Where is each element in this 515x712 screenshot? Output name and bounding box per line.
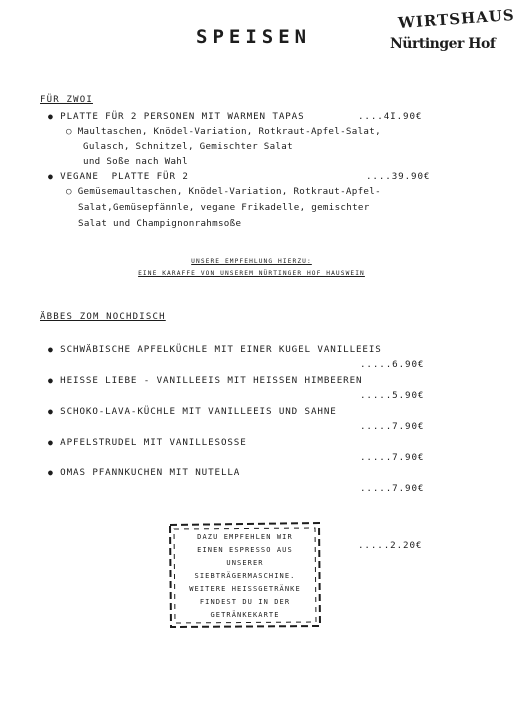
box-line: EINEN ESPRESSO AUS xyxy=(197,546,293,554)
description-line: Gemüsemaultaschen, Knödel-Variation, Rotkraut-Apfel- xyxy=(77,186,381,197)
description-line: Maultaschen, Knödel-Variation, Rotkraut-Apfel-Salat, xyxy=(77,126,381,137)
page-title: SPEISEN xyxy=(196,26,312,48)
menu-item-price: .....5.90€ xyxy=(360,390,425,401)
wirtshaus-logo xyxy=(388,5,515,58)
menu-item-price: .....6.90€ xyxy=(360,359,425,370)
description-line: Salat und Champignonrahmsoße xyxy=(78,218,242,229)
recommendation-note-heading: UNSERE EMPFEHLUNG HIERZU: xyxy=(191,258,312,265)
menu-item-name: SCHOKO-LAVA-KÜCHLE MIT VANILLEEIS UND SAHNE xyxy=(60,406,337,417)
menu-item-vegane-platte xyxy=(48,171,189,182)
description-line: Salat,Gemüsepfännle, vegane Frikadelle, gemischter xyxy=(78,202,370,213)
menu-item-apfelkuechle xyxy=(48,344,382,355)
menu-item-name: HEISSE LIEBE - VANILLEEIS MIT HEISSEN HIMBEEREN xyxy=(60,375,363,386)
circle-bullet-icon: ○ xyxy=(66,186,72,197)
section-heading-fuer-zwoi: FÜR ZWOI xyxy=(40,95,93,105)
circle-bullet-icon: ○ xyxy=(66,126,72,137)
menu-item-name: APFELSTRUDEL MIT VANILLESOSSE xyxy=(60,437,247,448)
recommendation-note-text: EINE KARAFFE VON UNSEREM NÜRTINGER HOF HAUSWEIN xyxy=(138,270,365,277)
espresso-recommendation-text xyxy=(167,531,323,622)
description-line: und Soße nach Wahl xyxy=(83,156,188,167)
bullet-icon: ● xyxy=(48,112,54,121)
logo-line-1: WIRTSHAUS xyxy=(397,5,515,33)
bullet-icon: ● xyxy=(48,438,54,447)
box-line: DAZU EMPFEHLEN WIR xyxy=(197,533,293,541)
menu-item-name: OMAS PFANNKUCHEN MIT NUTELLA xyxy=(60,467,241,478)
box-line: FINDEST DU IN DER xyxy=(199,598,291,606)
espresso-recommendation-box xyxy=(167,521,323,629)
menu-item-name: PLATTE FÜR 2 PERSONEN MIT WARMEN TAPAS xyxy=(60,111,305,122)
menu-item-pfannkuchen xyxy=(48,467,240,478)
menu-item-schoko-lava xyxy=(48,406,337,417)
menu-item-price: .....7.90€ xyxy=(360,421,425,432)
bullet-icon: ● xyxy=(48,172,54,181)
bullet-icon: ● xyxy=(48,468,54,477)
logo-line-2: Nürtinger Hof xyxy=(390,36,496,52)
menu-item-description xyxy=(66,126,381,137)
bullet-icon: ● xyxy=(48,407,54,416)
menu-item-name: SCHWÄBISCHE APFELKÜCHLE MIT EINER KUGEL VANILLEEIS xyxy=(60,344,382,355)
menu-item-price: ....39.90€ xyxy=(366,171,431,182)
box-line: GETRÄNKEKARTE xyxy=(210,611,280,619)
bullet-icon: ● xyxy=(48,345,54,354)
description-line: Gulasch, Schnitzel, Gemischter Salat xyxy=(83,141,293,152)
menu-item-tapas-platte xyxy=(48,111,305,122)
menu-item-price: .....7.90€ xyxy=(360,483,425,494)
espresso-price: .....2.20€ xyxy=(358,540,423,551)
menu-item-heisse-liebe xyxy=(48,375,362,386)
bullet-icon: ● xyxy=(48,376,54,385)
section-heading-nochdisch: ÄBBES ZOM NOCHDISCH xyxy=(40,312,166,322)
box-line: UNSERER xyxy=(226,559,264,567)
menu-item-price: .....7.90€ xyxy=(360,452,425,463)
menu-item-price: ....4I.90€ xyxy=(358,111,423,122)
box-line: WEITERE HEISSGETRÄNKE xyxy=(189,585,301,593)
menu-item-description xyxy=(66,186,381,197)
menu-item-apfelstrudel xyxy=(48,437,247,448)
menu-item-name: VEGANE PLATTE FÜR 2 xyxy=(60,171,189,182)
box-line: SIEBTRÄGERMASCHINE. xyxy=(194,572,296,580)
